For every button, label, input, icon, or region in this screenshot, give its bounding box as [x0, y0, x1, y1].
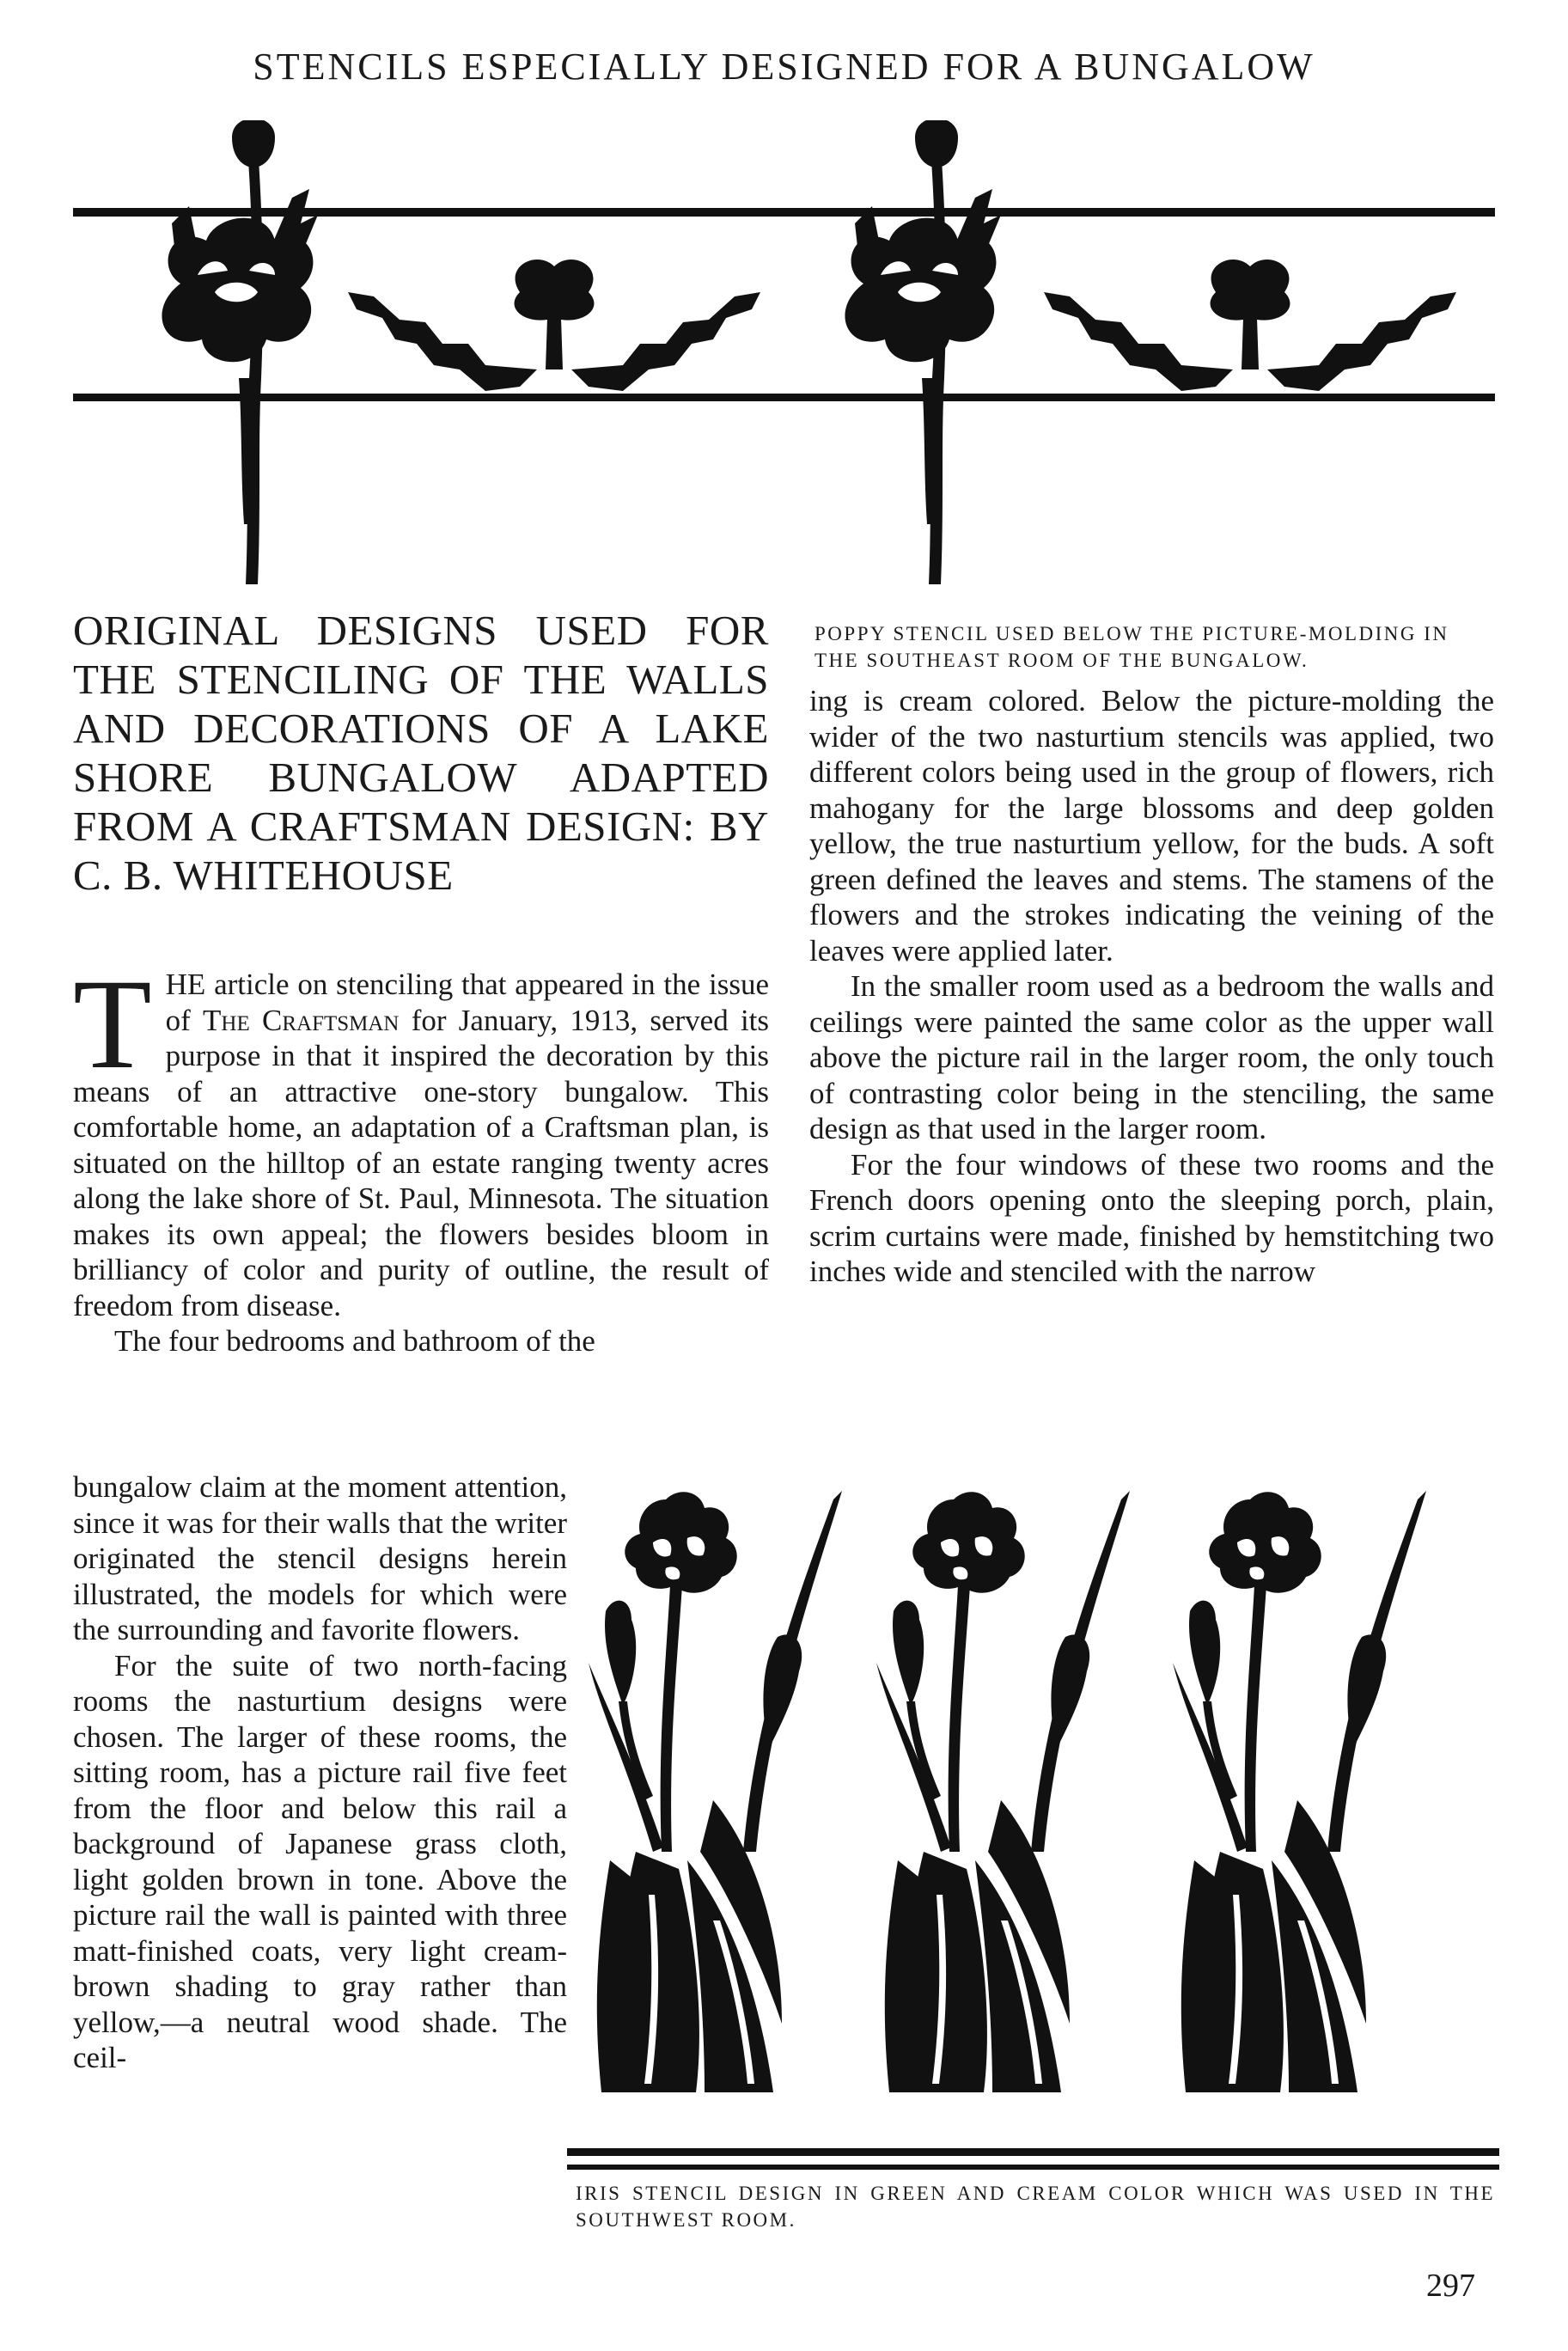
paragraph-5: In the smaller room used as a bedroom the walls and ceilings were painted the same color as the upper wall above the picture rail in the larger room, the only touch of contrasting color being in the stenciling, the same design as that used in the larger room.	[809, 969, 1494, 1145]
iris-band-bottom	[567, 2165, 1499, 2170]
poppy-band-bottom	[73, 394, 1495, 401]
magazine-name: The Craftsman	[203, 1003, 400, 1037]
iris-band-top	[567, 2148, 1499, 2156]
poppy-stencil-illustration	[73, 120, 1495, 601]
paragraph-4: ing is cream colored. Below the picture-molding the wider of the two nasturtium stencils was applied, two different colors being used in the group of flowers, rich mahogany for the large blossoms and deep golden yellow, the true nasturtium yellow, for the buds. A soft green defined the leaves and stems. The stamens of the flowers and the strokes indicating the veining of the leaves were applied later.	[809, 684, 1494, 968]
paragraph-3: For the suite of two north-facing rooms the nasturtium designs were chosen. The larger of these rooms, the sitting room, has a picture rail five feet from the floor and below this rail a background of Japanese grass cloth, light golden brown in tone. Above the picture rail the wall is painted with three matt-finished coats, very light cream-brown shading to gray rather than yellow,—a neutral wood shade. The ceil-	[73, 1648, 567, 2074]
iris-stencil-illustration	[567, 1491, 1499, 2178]
left-column-upper	[73, 953, 770, 1359]
left-column-lower	[73, 1469, 567, 2076]
paragraph-2-continued: bungalow claim at the moment attention, since it was for their walls that the writer originated the stencil designs herein illustrated, the models for which were the surrounding and favorite flowers.	[73, 1470, 567, 1646]
paragraph-2-start: The four bedrooms and bathroom of the	[114, 1324, 595, 1358]
iris-caption: IRIS STENCIL DESIGN IN GREEN AND CREAM COLOR WHICH WAS USED IN THE SOUTHWEST ROOM.	[576, 2183, 1495, 2231]
article-title: ORIGINAL DESIGNS USED FOR THE STENCILING OF THE WALLS AND DECORATIONS OF A LAKE SHORE BUNGALOW ADAPTED FROM A CRAFTSMAN DESIGN: BY C. B. WHITEHOUSE	[73, 607, 769, 899]
poppy-caption: POPPY STENCIL USED BELOW THE PICTURE-MOLDING IN THE SOUTHEAST ROOM OF THE BUNGALOW.	[815, 623, 1449, 671]
drop-cap: T	[73, 953, 152, 1096]
page-number: 297	[1426, 2268, 1475, 2304]
iris-stencil-svg	[567, 1491, 1499, 2178]
paragraph-6: For the four windows of these two rooms and the French doors opening onto the sleeping porch, plain, scrim curtains were made, finished by hemstitching two inches wide and stenciled with the narrow	[809, 1147, 1494, 1288]
paragraph-1-text-a: HE article on stenciling that appeared in the issue of	[165, 968, 769, 1037]
paragraph-1-text-b: for January, 1913, served its purpose in that it inspired the decoration by this means of an attractive one-story bungalow. This comfortable home, an adaptation of a Craftsman plan, is situated on the hilltop of an estate ranging twenty acres along the lake shore of St. Paul, Minnesota. The situation makes its own appeal; the flowers besides bloom in brilliancy of color and purity of outline, the result of freedom from disease.	[73, 1003, 770, 1322]
paragraph-1	[73, 953, 770, 1323]
running-header: STENCILS ESPECIALLY DESIGNED FOR A BUNGALOW	[253, 46, 1315, 88]
poppy-stencil-svg	[73, 120, 1495, 601]
right-column	[809, 683, 1494, 1290]
